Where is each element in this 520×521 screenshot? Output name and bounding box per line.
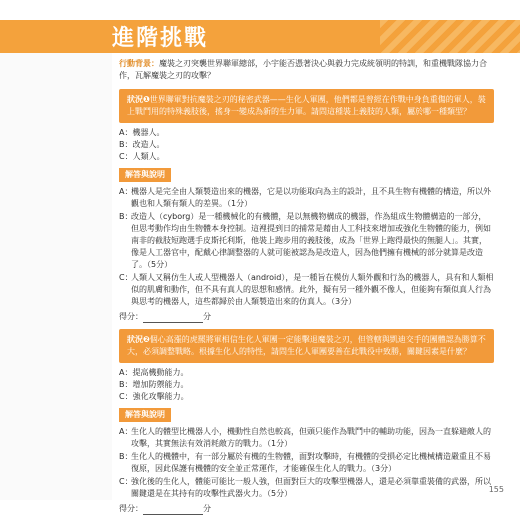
q1-score-unit: 分 [203,312,211,321]
q1-answer-b-key: B： [119,212,133,221]
page-title: 進階挑戰 [112,26,209,51]
left-margin [0,53,112,500]
q2-answer-a-key: A： [119,427,133,436]
mission-text: 魔裝之刃突襲世界聯軍總部，小宇能否憑著決心與毅力完成統領明的特訓，和重機戰隊協力合作，瓦解魔裝之刃的攻擊？ [119,59,487,80]
mission-label: 行動背景： [119,59,159,68]
q2-score [119,503,494,515]
question-1-options [119,127,494,163]
q1-score-label: 得分： [119,312,143,321]
q1-score-blank[interactable] [143,313,203,323]
q2-score-label: 得分： [119,504,143,513]
q2-option-a: A：提高機動能力。 [119,368,189,377]
q1-answer-a [119,186,494,210]
q2-answer-b-key: B： [119,452,133,461]
header-stripes [380,20,520,53]
q2-answer-c [119,476,494,500]
q2-answer-b-text: 生化人的機體中，有一部分屬於有機的生物體，面對攻擊時，有機體的受損必定比機械構造嚴重且不易復原，因此保護有機體的安全並正常運作，才能確保生化人的戰力。（3分） [131,452,491,473]
content [119,58,494,521]
question-2-tag: 狀況❷ [127,335,150,344]
q2-answer-b [119,451,494,475]
q2-answer-a [119,426,494,450]
question-2-box [119,329,494,363]
question-2-text: 個心高漲的虎羆將軍相信生化人軍團一定能擊退魔裝之刃，但管轄與凱迪交手的團體認為勝算不大，必須調整戰略。根據生化人的特性，請問生化人軍團要善在此戰役中致勝，關鍵因素是什麼？ [127,335,486,356]
q1-option-c: C：人類人。 [119,152,165,161]
q1-answer-c [119,272,494,308]
page-number: 155 [488,485,504,494]
q1-score [119,311,494,323]
q2-answer-c-text: 強化後的生化人，體能可能比一般人強，但面對巨大的攻擊型機器人，還是必須靠重裝備的武器，所以關鍵還是在其持有的攻擊性武器火力。（5分） [131,477,491,498]
q2-option-b: B：增加防禦能力。 [119,380,189,389]
q1-option-b: B：改造人。 [119,140,165,149]
question-1-tag: 狀況❶ [127,95,150,104]
q2-answer-c-key: C： [119,477,133,486]
question-1-box [119,89,494,123]
q2-score-unit: 分 [203,504,211,513]
mission-background [119,58,494,82]
q1-answer-heading: 解答與說明 [119,168,171,182]
q2-score-blank[interactable] [143,505,203,515]
q2-option-c: C：強化攻擊能力。 [119,392,189,401]
q2-answer-a-text: 生化人的體型比機器人小，機動性自然也較高，但頭只能作為戰鬥中的輔助功能，因為一直躲避敵人的攻擊，其實無法有效消耗敵方的戰力。（1分） [131,427,491,448]
question-1-text: 世界聯軍對抗魔裝之刃的秘密武器——生化人軍團，他們都是曾經在作戰中身負重傷的軍人，裝上戰鬥用的特殊義肢後，搖身一變成為新的生力軍。請問這種裝上義肢的人類，屬於哪一種類型？ [127,95,486,116]
q1-answer-b [119,211,494,271]
question-2-options [119,367,494,403]
q1-option-a: A：機器人。 [119,128,165,137]
q1-answer-c-text: 人類人又稱仿生人或人型機器人（android），是一種旨在模仿人類外觀和行為的機器人，具有和人類相似的肌膚和動作，但不具有真人的思想和感情。此外，擬有另一種外觀不像人，但能夠有類似真人行為與思考的機器人，這些都歸於由人類製造出來的仿真人。（3分） [131,273,494,306]
q1-answer-a-text: 機器人是完全由人類製造出來的機器，它是以功能取向為主的設計，且不具生物有機體的構造，所以外觀也和人類有類人的差異。（1分） [131,187,491,208]
q1-answer-b-text: 改造人（cyborg）是一種機械化的有機體，是以無機物構成的機器，作為組成生物體構造的一部分，但思考動作均由生物體本身控制。這裡提到日的捕常是藉由人工科技來增加或強化生物體的能力，例如南非的截肢短跑選手皮斯托利斯，他裝上跑步用的義肢後，成為「世界上跑得最快的無腿人」。其實，像是人工器官中，配戴心律調整器的人就可能被認為是改造人，因為他們擁有機械的部分就算是改造了。（5分） [131,212,491,269]
q1-answer-a-key: A： [119,187,133,196]
q2-answer-heading: 解答與說明 [119,408,171,422]
q1-answer-c-key: C： [119,273,133,282]
